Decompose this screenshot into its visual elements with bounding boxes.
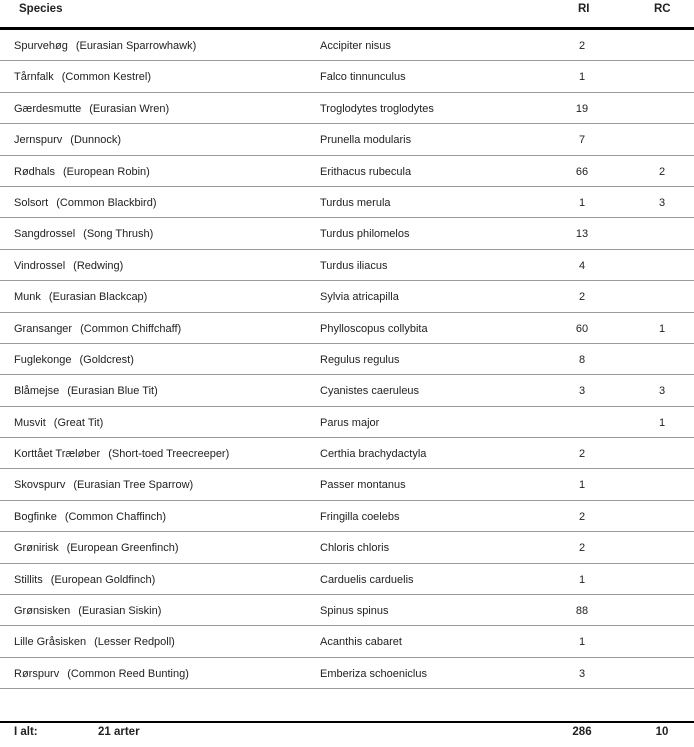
species-latin-name: Chloris chloris [320, 542, 390, 555]
table-row [0, 595, 694, 626]
ri-count: 8 [578, 353, 586, 366]
species-latin-name: Certhia brachydactyla [320, 448, 427, 461]
danish-name: Bogfinke [14, 510, 57, 523]
total-species-count: 21 arter [98, 726, 140, 738]
table-row [0, 658, 694, 689]
ri-count: 88 [575, 605, 589, 618]
species-danish-name [14, 40, 196, 52]
danish-name: Musvit [14, 416, 46, 429]
ri-count: 2 [578, 448, 586, 461]
table-row [0, 281, 694, 312]
danish-name: Tårnfalk [14, 71, 54, 84]
species-latin-name: Phylloscopus collybita [320, 322, 428, 335]
table-row [0, 93, 694, 124]
species-latin-name: Turdus merula [320, 196, 391, 209]
rc-count: 2 [658, 165, 666, 178]
species-danish-name [14, 448, 229, 460]
danish-name: Lille Gråsisken [14, 636, 87, 649]
danish-name: Korttået Træløber [14, 448, 101, 461]
species-danish-name [14, 197, 157, 209]
danish-name: Vindrossel [14, 259, 66, 272]
species-latin-name: Acanthis cabaret [320, 636, 402, 649]
species-latin-name: Spinus spinus [320, 605, 389, 618]
table-row [0, 438, 694, 469]
total-rc: 10 [655, 726, 669, 738]
danish-name: Spurvehøg [14, 40, 68, 52]
ri-count: 1 [578, 479, 586, 492]
species-latin-name: Fringilla coelebs [320, 510, 400, 523]
english-name: (Common Kestrel) [61, 71, 151, 84]
danish-name: Solsort [14, 196, 49, 209]
species-latin-name: Turdus iliacus [320, 259, 388, 272]
species-danish-name [14, 542, 179, 554]
species-latin-name: Carduelis carduelis [320, 573, 414, 586]
danish-name: Stillits [14, 573, 43, 586]
species-latin-name: Emberiza schoeniclus [320, 667, 427, 680]
species-latin-name: Sylvia atricapilla [320, 291, 399, 304]
danish-name: Grønirisk [14, 542, 59, 555]
species-latin-name: Passer montanus [320, 479, 406, 492]
table-row [0, 407, 694, 438]
danish-name: Rødhals [14, 165, 55, 178]
species-danish-name [14, 103, 169, 115]
ri-count: 2 [578, 542, 586, 555]
table-row [0, 218, 694, 249]
table-row [0, 375, 694, 406]
species-latin-name: Turdus philomelos [320, 228, 410, 241]
table-body [0, 30, 694, 689]
danish-name: Blåmejse [14, 385, 60, 398]
table-row [0, 250, 694, 281]
ri-count: 3 [578, 667, 586, 680]
header-species: Species [19, 3, 63, 15]
english-name: (Song Thrush) [83, 228, 154, 241]
species-danish-name [14, 134, 121, 146]
ri-count: 3 [578, 385, 586, 398]
english-name: (Redwing) [73, 259, 124, 272]
species-latin-name: Troglodytes troglodytes [320, 102, 434, 115]
total-ri: 286 [572, 726, 592, 738]
species-danish-name [14, 71, 151, 83]
species-danish-name [14, 166, 150, 178]
species-latin-name: Accipiter nisus [320, 40, 391, 52]
table-row [0, 187, 694, 218]
english-name: (Eurasian Tree Sparrow) [73, 479, 194, 492]
species-latin-name: Falco tinnunculus [320, 71, 406, 84]
danish-name: Jernspurv [14, 134, 63, 147]
english-name: (Short-toed Treecreeper) [108, 448, 230, 461]
total-label: I alt: [14, 726, 38, 738]
species-danish-name [14, 605, 161, 617]
ri-count: 1 [578, 636, 586, 649]
danish-name: Munk [14, 291, 41, 304]
species-danish-name [14, 574, 155, 586]
table-row [0, 564, 694, 595]
species-danish-name [14, 417, 103, 429]
ri-count: 2 [578, 40, 586, 52]
ri-count: 2 [578, 291, 586, 304]
english-name: (Common Reed Bunting) [67, 667, 189, 680]
species-danish-name [14, 385, 158, 397]
header-ri: RI [578, 3, 590, 15]
species-danish-name [14, 479, 193, 491]
danish-name: Sangdrossel [14, 228, 76, 241]
species-danish-name [14, 668, 189, 680]
ri-count: 66 [575, 165, 589, 178]
species-danish-name [14, 511, 166, 523]
danish-name: Grønsisken [14, 605, 71, 618]
table-row [0, 626, 694, 657]
ri-count: 60 [575, 322, 589, 335]
danish-name: Skovspurv [14, 479, 66, 492]
english-name: (Common Chaffinch) [64, 510, 167, 523]
ri-count: 13 [575, 228, 589, 241]
ri-count: 1 [578, 573, 586, 586]
rc-count: 3 [658, 196, 666, 209]
table-row [0, 501, 694, 532]
english-name: (Eurasian Blackcap) [48, 291, 148, 304]
ri-count: 2 [578, 510, 586, 523]
species-danish-name [14, 636, 175, 648]
species-danish-name [14, 291, 147, 303]
ri-count: 7 [578, 134, 586, 147]
table-row [0, 124, 694, 155]
danish-name: Fuglekonge [14, 353, 72, 366]
ri-count: 4 [578, 259, 586, 272]
english-name: (Great Tit) [53, 416, 104, 429]
english-name: (Eurasian Siskin) [78, 605, 162, 618]
table-total-row [0, 721, 694, 747]
danish-name: Gærdesmutte [14, 102, 82, 115]
english-name: (Eurasian Blue Tit) [67, 385, 158, 398]
rc-count: 1 [658, 322, 666, 335]
species-latin-name: Prunella modularis [320, 134, 412, 147]
table-row [0, 344, 694, 375]
table-row [0, 61, 694, 92]
species-danish-name [14, 228, 153, 240]
english-name: (Dunnock) [70, 134, 122, 147]
table-row [0, 156, 694, 187]
species-danish-name [14, 354, 134, 366]
table-header [0, 0, 694, 30]
english-name: (European Greenfinch) [66, 542, 179, 555]
english-name: (Goldcrest) [79, 353, 134, 366]
english-name: (Eurasian Sparrowhawk) [75, 40, 197, 52]
english-name: (Common Blackbird) [56, 196, 157, 209]
species-latin-name: Erithacus rubecula [320, 165, 412, 178]
english-name: (Eurasian Wren) [89, 102, 170, 115]
table-row [0, 30, 694, 61]
rc-count: 3 [658, 385, 666, 398]
english-name: (Lesser Redpoll) [94, 636, 175, 649]
english-name: (European Robin) [62, 165, 150, 178]
ri-count: 19 [575, 102, 589, 115]
table-row [0, 469, 694, 500]
english-name: (Common Chiffchaff) [80, 322, 182, 335]
ri-count: 1 [578, 196, 586, 209]
rc-count: 1 [658, 416, 666, 429]
species-danish-name [14, 323, 181, 335]
table-row [0, 532, 694, 563]
danish-name: Gransanger [14, 322, 73, 335]
species-danish-name [14, 260, 123, 272]
header-rc: RC [654, 3, 671, 15]
species-latin-name: Parus major [320, 416, 380, 429]
species-latin-name: Regulus regulus [320, 353, 400, 366]
english-name: (European Goldfinch) [50, 573, 156, 586]
ri-count: 1 [578, 71, 586, 84]
table-row [0, 313, 694, 344]
danish-name: Rørspurv [14, 667, 60, 680]
species-latin-name: Cyanistes caeruleus [320, 385, 420, 398]
